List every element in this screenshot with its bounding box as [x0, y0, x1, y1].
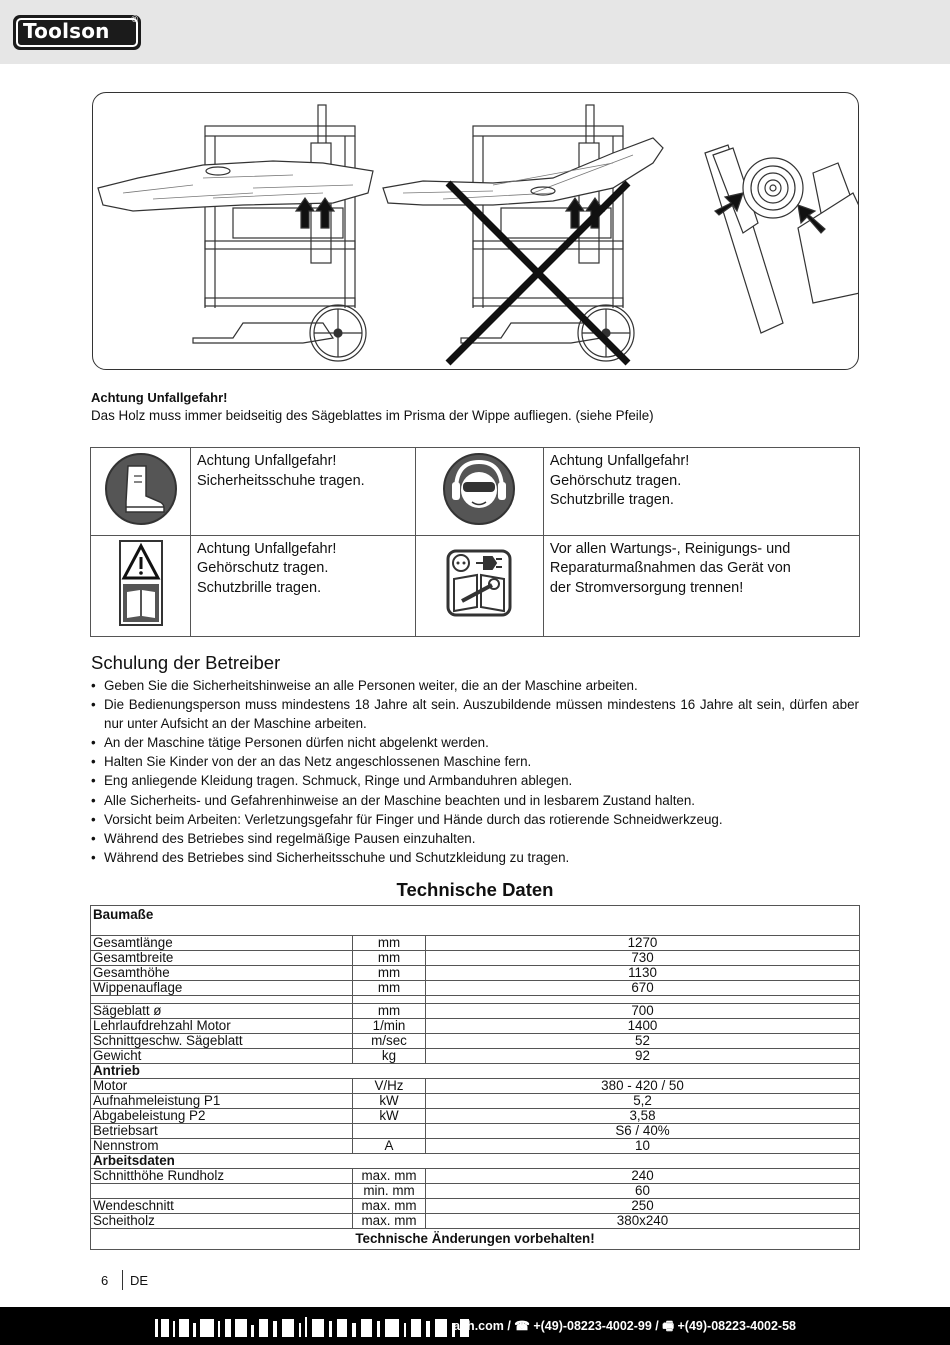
row-unit: max. mm [353, 1199, 426, 1214]
row-label: Wendeschnitt [91, 1199, 353, 1214]
safety-text-line: Sicherheitsschuhe tragen. [197, 472, 365, 489]
row-unit: max. mm [353, 1214, 426, 1229]
log-saw-drawing [93, 93, 859, 370]
footer-contact: ach.com / ☎ +(49)-08223-4002-99 / 🖷 +(49)-08223-4002-58 [453, 1319, 796, 1333]
table-row [91, 1169, 860, 1184]
safety-text-line: Achtung Unfallgefahr! [197, 453, 337, 469]
table-row [91, 1214, 860, 1229]
table-row [91, 1109, 860, 1124]
page-language: DE [130, 1273, 149, 1288]
row-value: 240 [426, 1169, 860, 1184]
row-unit: 1/min [353, 1019, 426, 1034]
row-label [91, 1184, 353, 1199]
safety-shoes-text [191, 448, 416, 536]
warning-text: Das Holz muss immer beidseitig des Sägeblattes im Prisma der Wippe aufliegen. (siehe Pfeile) [91, 408, 654, 423]
table-row [91, 1199, 860, 1214]
tech-data-table [90, 905, 860, 1250]
table-row [91, 1184, 860, 1199]
row-unit: mm [353, 1004, 426, 1019]
logo-text: Toolson [23, 19, 110, 43]
row-unit: mm [353, 951, 426, 966]
section-dimensions: Baumaße [91, 906, 860, 936]
toolson-logo [13, 15, 141, 50]
row-value: 730 [426, 951, 860, 966]
safety-text-line: Achtung Unfallgefahr! [197, 540, 337, 557]
training-list [91, 676, 859, 867]
list-item: • An der Maschine tätige Personen dürfen nicht abgelenkt werden. [91, 733, 859, 752]
safety-text-line: der Stromversorgung trennen! [549, 579, 744, 596]
row-unit: mm [353, 981, 426, 996]
table-row [91, 1124, 860, 1139]
table-row [91, 1019, 860, 1034]
row-value: 380 - 420 / 50 [426, 1079, 860, 1094]
ear-eye-protection-cell [415, 448, 543, 536]
unplug-maintenance-cell [415, 535, 543, 636]
list-item: • Vorsicht beim Arbeiten: Verletzungsgefahr für Finger und Hände durch das rotierende Schneidwerkzeug. [91, 810, 859, 829]
row-label: Lehrlaufdrehzahl Motor [91, 1019, 353, 1034]
table-row [91, 1004, 860, 1019]
footer-obscured-text-graphic [155, 1317, 485, 1337]
unplug-maintenance-icon [446, 549, 512, 617]
row-unit: kW [353, 1109, 426, 1124]
unplug-maintenance-text [543, 535, 859, 636]
warning-manual-text [191, 535, 416, 636]
warning-manual-icon [119, 540, 163, 626]
page-number: 6 [101, 1273, 109, 1288]
row-unit: max. mm [353, 1169, 426, 1184]
safety-shoes-cell [91, 448, 191, 536]
list-item: • Während des Betriebes sind regelmäßige Pausen einzuhalten. [91, 829, 859, 848]
row-label: Betriebsart [91, 1124, 353, 1139]
page-footer [0, 1307, 950, 1345]
row-value: 1400 [426, 1019, 860, 1034]
row-label: Gesamtbreite [91, 951, 353, 966]
list-item: • Halten Sie Kinder von der an das Netz angeschlossenen Maschine fern. [91, 752, 859, 771]
tech-footnote: Technische Änderungen vorbehalten! [91, 1229, 860, 1250]
row-label: Aufnahmeleistung P1 [91, 1094, 353, 1109]
row-value: 700 [426, 1004, 860, 1019]
warning-title: Achtung Unfallgefahr! [91, 390, 228, 405]
table-row [91, 1049, 860, 1064]
table-row [91, 981, 860, 996]
row-label: Gesamthöhe [91, 966, 353, 981]
row-label: Sägeblatt ø [91, 1004, 353, 1019]
safety-text-line: Schutzbrille tragen. [197, 579, 322, 596]
row-unit: mm [353, 966, 426, 981]
row-value: 670 [426, 981, 860, 996]
spacer-row [91, 996, 860, 1004]
safety-text-line: Gehörschutz tragen. [197, 560, 329, 577]
safety-shoes-icon [104, 452, 178, 526]
row-unit: kW [353, 1094, 426, 1109]
row-label: Motor [91, 1079, 353, 1094]
row-value: 1270 [426, 936, 860, 951]
row-label: Abgabeleistung P2 [91, 1109, 353, 1124]
safety-text-line: Gehörschutz tragen. [549, 472, 682, 489]
row-unit: V/Hz [353, 1079, 426, 1094]
list-item: • Eng anliegende Kleidung tragen. Schmuck, Ringe und Armbanduhren ablegen. [91, 771, 859, 790]
safety-text-line: Reparaturmaßnahmen das Gerät von [549, 560, 791, 577]
table-row [91, 936, 860, 951]
row-label: Scheitholz [91, 1214, 353, 1229]
table-row [91, 951, 860, 966]
row-value: 60 [426, 1184, 860, 1199]
row-value: 1130 [426, 966, 860, 981]
page-header [0, 0, 950, 64]
row-value: 380x240 [426, 1214, 860, 1229]
safety-symbols-table [90, 447, 860, 637]
detail-view [705, 145, 859, 333]
table-row [91, 966, 860, 981]
list-item: • Die Bedienungsperson muss mindestens 18 Jahre alt sein. Auszubildende müssen mindestens 16 Jahre alt sein, dürfen aber nur unter Aufsicht an der Maschine arbeiten. [91, 695, 859, 733]
row-unit: kg [353, 1049, 426, 1064]
ear-eye-protection-text [543, 448, 859, 536]
training-heading: Schulung der Betreiber [91, 652, 281, 673]
table-row [91, 1139, 860, 1154]
ear-eye-protection-icon [442, 452, 516, 526]
row-label: Gewicht [91, 1049, 353, 1064]
row-unit [353, 1124, 426, 1139]
row-value: 3,58 [426, 1109, 860, 1124]
row-value: S6 / 40% [426, 1124, 860, 1139]
section-drive: Antrieb [91, 1064, 860, 1079]
row-label: Nennstrom [91, 1139, 353, 1154]
logo-registered-mark: ® [131, 14, 138, 24]
safety-text-line: Vor allen Wartungs-, Reinigungs- und [549, 540, 791, 557]
sawing-illustration [92, 92, 859, 370]
row-value: 10 [426, 1139, 860, 1154]
row-unit: A [353, 1139, 426, 1154]
row-label: Schnittgeschw. Sägeblatt [91, 1034, 353, 1049]
row-value: 250 [426, 1199, 860, 1214]
row-value: 52 [426, 1034, 860, 1049]
safety-text-line: Schutzbrille tragen. [549, 492, 674, 508]
warning-manual-cell [91, 535, 191, 636]
list-item: • Während des Betriebes sind Sicherheitsschuhe und Schutzkleidung zu tragen. [91, 848, 859, 867]
safety-text-line: Achtung Unfallgefahr! [549, 453, 690, 469]
row-label: Schnitthöhe Rundholz [91, 1169, 353, 1184]
row-unit: m/sec [353, 1034, 426, 1049]
table-row [91, 1079, 860, 1094]
machine-correct [193, 105, 366, 361]
tech-heading: Technische Daten [396, 879, 554, 900]
table-row [91, 1034, 860, 1049]
row-label: Wippenauflage [91, 981, 353, 996]
page-number-divider [122, 1270, 123, 1290]
table-row [91, 1094, 860, 1109]
row-unit: mm [353, 936, 426, 951]
section-work: Arbeitsdaten [91, 1154, 860, 1169]
row-label: Gesamtlänge [91, 936, 353, 951]
row-value: 92 [426, 1049, 860, 1064]
row-value: 5,2 [426, 1094, 860, 1109]
list-item: • Alle Sicherheits- und Gefahrenhinweise an der Maschine beachten und in lesbarem Zustand halten. [91, 791, 859, 810]
list-item: • Geben Sie die Sicherheitshinweise an alle Personen weiter, die an der Maschine arbeiten. [91, 676, 859, 695]
row-unit: min. mm [353, 1184, 426, 1199]
